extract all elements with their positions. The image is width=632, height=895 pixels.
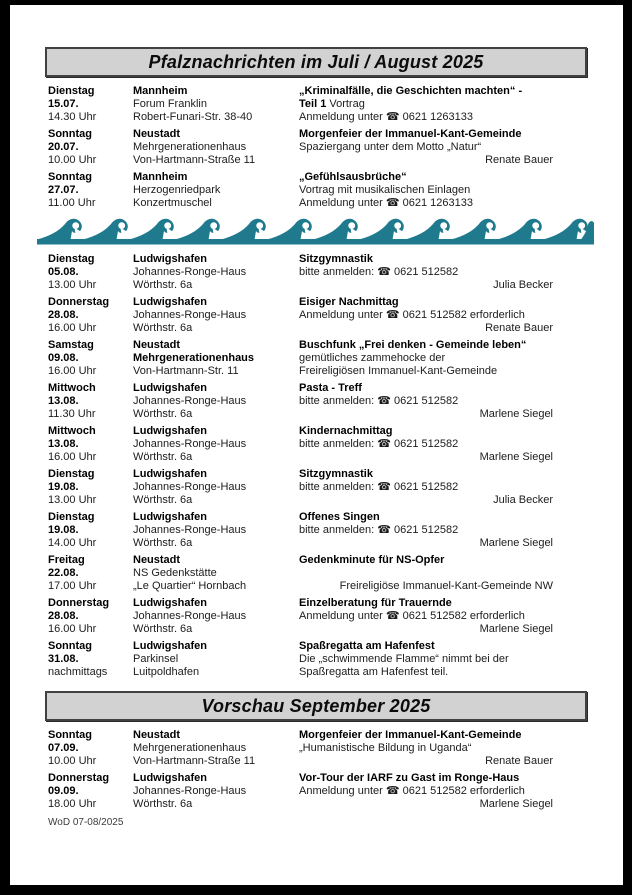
text-line: Johannes-Ronge-Haus — [133, 524, 247, 536]
text-line: 31.08. — [48, 653, 79, 665]
event-when — [48, 640, 133, 679]
text-line: Renate Bauer — [485, 154, 553, 166]
text-line: Von-Hartmann-Str. 11 — [133, 365, 239, 377]
text-line: 22.08. — [48, 567, 79, 579]
event-row — [48, 296, 553, 335]
text-line: Ludwigshafen — [133, 382, 207, 394]
section-title-july-august: Pfalznachrichten im Juli / August 2025 — [148, 51, 484, 72]
text-line: „Humanistische Bildung in Uganda“ — [299, 742, 472, 754]
text-line: Julia Becker — [493, 279, 553, 291]
event-row — [48, 597, 553, 636]
section-header-july-august — [45, 47, 587, 77]
event-when — [48, 128, 133, 167]
text-line: 13.08. — [48, 395, 79, 407]
text-line: Anmeldung unter ☎ 0621 512582 erforderlich — [299, 610, 525, 622]
text-line: 19.08. — [48, 524, 79, 536]
event-row — [48, 729, 553, 768]
text-line: Johannes-Ronge-Haus — [133, 266, 247, 278]
event-row — [48, 339, 553, 378]
text-line: Spaßregatta am Hafenfest teil. — [299, 666, 449, 678]
text-line: Ludwigshafen — [133, 425, 207, 437]
event-when — [48, 296, 133, 335]
text-line: 11.30 Uhr — [48, 408, 96, 420]
text-line: Ludwigshafen — [133, 468, 207, 480]
text-line: 13.00 Uhr — [48, 279, 97, 291]
text-line: Morgenfeier der Immanuel-Kant-Gemeinde — [299, 128, 522, 140]
text-line: bitte anmelden: ☎ 0621 512582 — [299, 266, 459, 278]
event-row — [48, 640, 553, 679]
text-line: Sitzgymnastik — [299, 253, 373, 265]
text-line: Johannes-Ronge-Haus — [133, 395, 247, 407]
event-when — [48, 171, 133, 210]
event-where — [133, 772, 299, 811]
newsletter-page — [10, 5, 623, 885]
event-where — [133, 171, 299, 210]
text-line: Neustadt — [133, 339, 181, 351]
text-line: 18.00 Uhr — [48, 798, 97, 810]
text-line: Teil 1 Vortrag — [299, 98, 365, 110]
text-line: Johannes-Ronge-Haus — [133, 438, 247, 450]
event-where — [133, 468, 299, 507]
text-line: Die „schwimmende Flamme“ nimmt bei der — [299, 653, 509, 665]
event-what — [299, 85, 553, 124]
events-august — [48, 253, 553, 679]
event-row — [48, 382, 553, 421]
text-line: „Kriminalfälle, die Geschichten machten“ - — [299, 85, 523, 97]
text-line: Marlene Siegel — [479, 798, 553, 810]
text-line: Johannes-Ronge-Haus — [133, 785, 247, 797]
text-line: Marlene Siegel — [479, 537, 553, 549]
text-line: Neustadt — [133, 729, 181, 741]
text-line: Luitpoldhafen — [133, 666, 200, 678]
text-line: 16.00 Uhr — [48, 451, 97, 463]
event-when — [48, 468, 133, 507]
event-what — [299, 772, 553, 811]
text-line: Buschfunk „Frei denken - Gemeinde leben“ — [299, 339, 527, 351]
event-where — [133, 339, 299, 378]
text-line: 09.08. — [48, 352, 79, 364]
event-what — [299, 296, 553, 335]
text-line: 19.08. — [48, 481, 79, 493]
text-line: Dienstag — [48, 85, 95, 97]
text-line: 14.30 Uhr — [48, 111, 97, 123]
event-row — [48, 468, 553, 507]
text-line: Wörthstr. 6a — [133, 494, 193, 506]
text-line: Dienstag — [48, 253, 95, 265]
text-line: Freireligiösen Immanuel-Kant-Gemeinde — [299, 365, 498, 377]
event-what — [299, 511, 553, 550]
wave-icon — [37, 218, 594, 245]
text-line: Marlene Siegel — [479, 408, 553, 420]
event-when — [48, 425, 133, 464]
text-line: bitte anmelden: ☎ 0621 512582 — [299, 395, 459, 407]
text-line: Mehrgenerationenhaus — [133, 141, 247, 153]
text-line: Konzertmuschel — [133, 197, 212, 209]
text-line: Von-Hartmann-Straße 11 — [133, 154, 256, 166]
event-when — [48, 253, 133, 292]
text-line: Anmeldung unter ☎ 0621 1263133 — [299, 197, 473, 209]
text-line: Kindernachmittag — [299, 425, 393, 437]
event-row — [48, 253, 553, 292]
issue-code: WoD 07-08/2025 — [48, 817, 124, 828]
text-line: Donnerstag — [48, 772, 110, 784]
event-what — [299, 382, 553, 421]
event-where — [133, 511, 299, 550]
text-line: 07.09. — [48, 742, 79, 754]
event-when — [48, 511, 133, 550]
text-line: 05.08. — [48, 266, 79, 278]
text-line: 13.00 Uhr — [48, 494, 97, 506]
text-line: Dienstag — [48, 468, 95, 480]
text-line: Renate Bauer — [485, 755, 553, 767]
text-line: Neustadt — [133, 128, 181, 140]
text-line: „Le Quartier“ Hornbach — [133, 580, 247, 592]
event-when — [48, 772, 133, 811]
text-line: Spaßregatta am Hafenfest — [299, 640, 435, 652]
event-where — [133, 296, 299, 335]
text-line: gemütliches zammehocke der — [299, 352, 446, 364]
text-line: 27.07. — [48, 184, 79, 196]
text-line: Freireligiöse Immanuel-Kant-Gemeinde NW — [339, 580, 553, 592]
text-line — [299, 567, 553, 580]
text-line: Anmeldung unter ☎ 0621 512582 erforderlich — [299, 785, 525, 797]
event-where — [133, 729, 299, 768]
event-where — [133, 640, 299, 679]
text-line: Freitag — [48, 554, 85, 566]
text-line: Mittwoch — [48, 425, 96, 437]
text-line: 10.00 Uhr — [48, 755, 97, 767]
text-line: Donnerstag — [48, 597, 110, 609]
text-line: bitte anmelden: ☎ 0621 512582 — [299, 481, 459, 493]
text-line: Mittwoch — [48, 382, 96, 394]
section-header-september — [45, 691, 587, 721]
text-line: Johannes-Ronge-Haus — [133, 481, 247, 493]
text-line: Wörthstr. 6a — [133, 798, 193, 810]
text-line: bitte anmelden: ☎ 0621 512582 — [299, 524, 459, 536]
event-row — [48, 128, 553, 167]
text-line: 20.07. — [48, 141, 79, 153]
text-line: Wörthstr. 6a — [133, 322, 193, 334]
text-line: Eisiger Nachmittag — [299, 296, 399, 308]
event-what — [299, 597, 553, 636]
event-row — [48, 772, 553, 811]
text-line: Mannheim — [133, 85, 188, 97]
event-where — [133, 382, 299, 421]
text-line: Sonntag — [48, 729, 92, 741]
text-line: Ludwigshafen — [133, 772, 207, 784]
text-line: Morgenfeier der Immanuel-Kant-Gemeinde — [299, 729, 522, 741]
text-line: 16.00 Uhr — [48, 623, 97, 635]
text-line: Wörthstr. 6a — [133, 279, 193, 291]
text-line: nachmittags — [48, 666, 108, 678]
event-where — [133, 128, 299, 167]
events-september — [48, 729, 553, 811]
text-line: „Gefühlsausbrüche“ — [299, 171, 407, 183]
text-line: 13.08. — [48, 438, 79, 450]
text-line: 15.07. — [48, 98, 79, 110]
text-line: Wörthstr. 6a — [133, 537, 193, 549]
text-line: 09.09. — [48, 785, 79, 797]
event-what — [299, 640, 553, 679]
event-what — [299, 468, 553, 507]
text-line: Ludwigshafen — [133, 511, 207, 523]
text-line: Mannheim — [133, 171, 188, 183]
event-where — [133, 253, 299, 292]
text-line: NS Gedenkstätte — [133, 567, 217, 579]
text-line: Anmeldung unter ☎ 0621 1263133 — [299, 111, 473, 123]
event-when — [48, 382, 133, 421]
text-line: Robert-Funari-Str. 38-40 — [133, 111, 253, 123]
event-what — [299, 339, 553, 378]
text-line: Renate Bauer — [485, 322, 553, 334]
text-line: 14.00 Uhr — [48, 537, 97, 549]
event-row — [48, 425, 553, 464]
text-line: Parkinsel — [133, 653, 179, 665]
event-what — [299, 253, 553, 292]
text-line: Johannes-Ronge-Haus — [133, 309, 247, 321]
text-line: Offenes Singen — [299, 511, 380, 523]
text-line: Wörthstr. 6a — [133, 623, 193, 635]
text-line: 10.00 Uhr — [48, 154, 97, 166]
text-line: 17.00 Uhr — [48, 580, 97, 592]
text-line: bitte anmelden: ☎ 0621 512582 — [299, 438, 459, 450]
text-line: Gedenkminute für NS-Opfer — [299, 554, 445, 566]
text-line: Vor-Tour der IARF zu Gast im Ronge-Haus — [299, 772, 520, 784]
text-line: Einzelberatung für Trauernde — [299, 597, 452, 609]
text-line: Sonntag — [48, 171, 92, 183]
wave-divider — [37, 218, 594, 245]
event-row — [48, 171, 553, 210]
event-when — [48, 554, 133, 593]
text-line: Sitzgymnastik — [299, 468, 373, 480]
text-line: 16.00 Uhr — [48, 322, 97, 334]
text-line: 16.00 Uhr — [48, 365, 97, 377]
event-where — [133, 425, 299, 464]
text-line: Mehrgenerationenhaus — [133, 352, 255, 364]
text-line: Herzogenriedpark — [133, 184, 221, 196]
text-line: Donnerstag — [48, 296, 110, 308]
text-line: Ludwigshafen — [133, 640, 207, 652]
text-line: Forum Franklin — [133, 98, 207, 110]
event-when — [48, 729, 133, 768]
event-when — [48, 597, 133, 636]
text-line: Pasta - Treff — [299, 382, 362, 394]
event-when — [48, 339, 133, 378]
text-line: Marlene Siegel — [479, 451, 553, 463]
event-row — [48, 511, 553, 550]
section-title-september: Vorschau September 2025 — [201, 695, 431, 716]
events-july — [48, 85, 553, 210]
text-line: Julia Becker — [493, 494, 553, 506]
text-line: Samstag — [48, 339, 94, 351]
text-line: Sonntag — [48, 640, 92, 652]
text-line: Wörthstr. 6a — [133, 451, 193, 463]
event-where — [133, 554, 299, 593]
event-row — [48, 85, 553, 124]
event-what — [299, 425, 553, 464]
text-line: Ludwigshafen — [133, 253, 207, 265]
text-line: Mehrgenerationenhaus — [133, 742, 247, 754]
text-line: Anmeldung unter ☎ 0621 512582 erforderlich — [299, 309, 525, 321]
text-line: 28.08. — [48, 610, 79, 622]
text-line: Ludwigshafen — [133, 296, 207, 308]
text-line: Dienstag — [48, 511, 95, 523]
text-line: Spaziergang unter dem Motto „Natur“ — [299, 141, 482, 153]
text-line: 28.08. — [48, 309, 79, 321]
text-line: Marlene Siegel — [479, 623, 553, 635]
event-where — [133, 85, 299, 124]
text-line: 11.00 Uhr — [48, 197, 96, 209]
event-row — [48, 554, 553, 593]
text-line: Sonntag — [48, 128, 92, 140]
event-what — [299, 554, 553, 593]
text-line: Neustadt — [133, 554, 181, 566]
event-what — [299, 729, 553, 768]
text-line: Ludwigshafen — [133, 597, 207, 609]
text-line: Von-Hartmann-Straße 11 — [133, 755, 256, 767]
text-line: Johannes-Ronge-Haus — [133, 610, 247, 622]
event-what — [299, 171, 553, 210]
event-where — [133, 597, 299, 636]
text-line: Wörthstr. 6a — [133, 408, 193, 420]
event-what — [299, 128, 553, 167]
event-when — [48, 85, 133, 124]
text-line: Vortrag mit musikalischen Einlagen — [299, 184, 471, 196]
